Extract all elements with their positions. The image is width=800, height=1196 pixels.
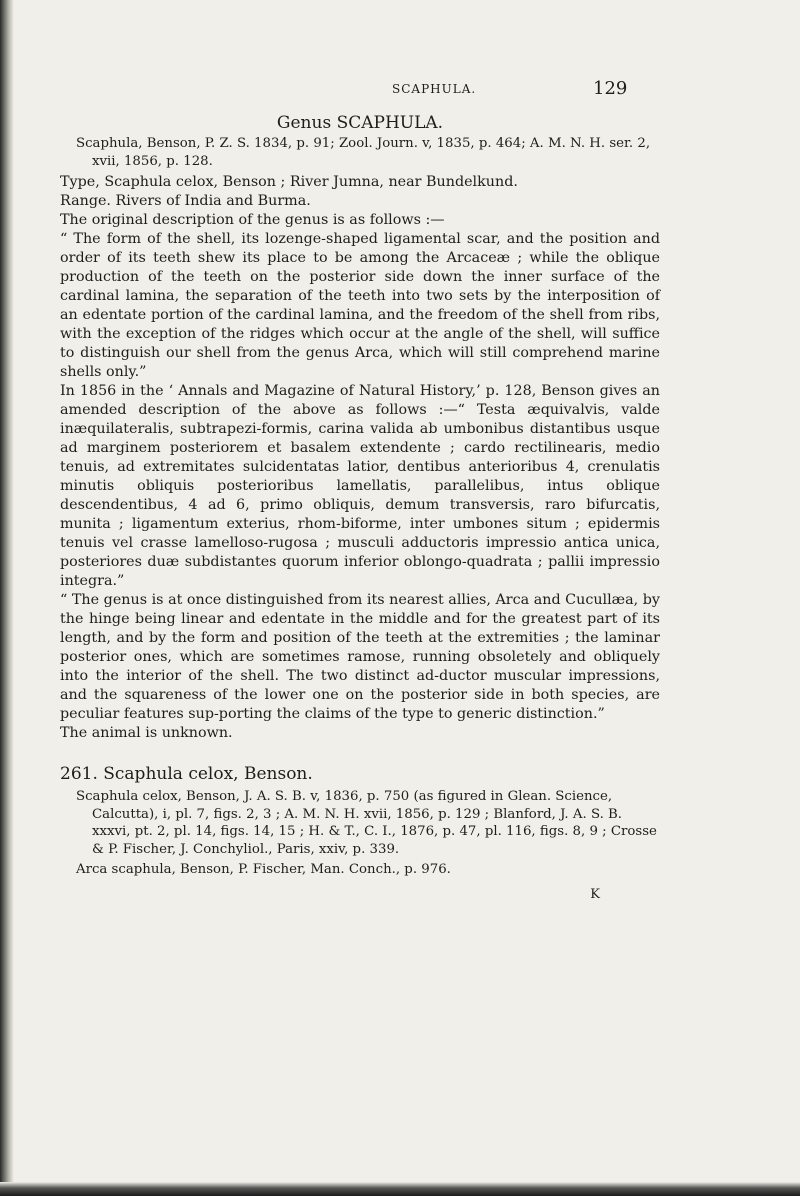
species-reference-2: Arca scaphula, Benson, P. Fischer, Man. Conch., p. 976. bbox=[76, 862, 451, 877]
original-description: “ The form of the shell, its lozenge-shaped ligamental scar, and the position and order of its teeth shew its place to be among the Arcaceæ ; while the oblique production of the teeth on the posterior side down the inner surface of the cardinal lamina, the separation of the teeth into two sets by the interposition of an edentate portion of the cardinal lamina, and the freedom of the shell from ribs, with the exception of the ridges which occur at the angle of the shell, will suffice to distinguish our shell from the genus Arca, which will still comprehend marine shells only.” bbox=[60, 231, 660, 380]
signature-mark: K bbox=[590, 886, 600, 902]
page-shadow-left bbox=[0, 0, 14, 1196]
page-body bbox=[60, 114, 660, 904]
amended-description: In 1856 in the ‘ Annals and Magazine of Natural History,’ p. 128, Benson gives an amended description of the above as follows :—“ Testa æquivalvis, valde inæquilateralis, subtrapezi-formis, carina valida ab umbonibus distantibus usque ad marginem posteriorem et basalem extendente ; cardo rectilinearis, medio tenuis, ad extremitates sulcidentatas latior, dentibus anterioribus 4, crenulatis minutis obliquis posterioribus lamellatis, parallelibus, intus oblique descendentibus, 4 ad 6, primo obliquis, demum transversis, raro bifurcatis, munita ; ligamentum exterius, rhom-biforme, inter umbones situm ; epidermis tenuis vel crasse lamelloso-rugosa ; musculi adductoris impressio antica unica, posteriores duæ subdistantes quorum inferior oblongo-quadrata ; pallii impressio integra.” bbox=[60, 383, 660, 589]
species-reference-1: Scaphula celox, Benson, J. A. S. B. v, 1836, p. 750 (as figured in Glean. Science, Calcutta), i, pl. 7, figs. 2, 3 ; A. M. N. H. xvii, 1856, p. 129 ; Blanford, J. A. S. B. xxxvi, pt. 2, pl. 14, figs. 14, 15 ; H. & T., C. I., 1876, p. 47, pl. 116, figs. 8, 9 ; Crosse & P. Fischer, J. Conchyliol., Paris, xxiv, p. 339. bbox=[76, 789, 657, 857]
running-title: SCAPHULA. bbox=[392, 82, 477, 96]
type-paragraph: Type, Scaphula celox, Benson ; River Jumna, near Bundelkund. bbox=[60, 174, 518, 190]
genus-heading: Genus SCAPHULA. bbox=[276, 113, 444, 133]
page-number: 129 bbox=[593, 78, 628, 99]
range-paragraph: Range. Rivers of India and Burma. bbox=[60, 193, 311, 209]
page-shadow-bottom bbox=[0, 1182, 800, 1196]
animal-paragraph: The animal is unknown. bbox=[60, 725, 233, 741]
genus-reference: Scaphula, Benson, P. Z. S. 1834, p. 91; Zool. Journ. v, 1835, p. 464; A. M. N. H. ser. 2, xvii, 1856, p. 128. bbox=[76, 136, 651, 169]
species-heading: 261. Scaphula celox, Benson. bbox=[60, 764, 313, 784]
distinction-paragraph: “ The genus is at once distinguished from its nearest allies, Arca and Cucullæa, by the hinge being linear and edentate in the middle and for the greatest part of its length, and by the form and position of the teeth at the extremities ; the laminar posterior ones, which are sometimes ramose, running obsoletely and obliquely into the interior of the shell. The two distinct ad-ductor muscular impressions, and the squareness of the lower one on the posterior side in both species, are peculiar features sup-porting the claims of the type to generic distinction.” bbox=[60, 592, 660, 722]
intro-paragraph: The original description of the genus is as follows :— bbox=[60, 212, 445, 228]
